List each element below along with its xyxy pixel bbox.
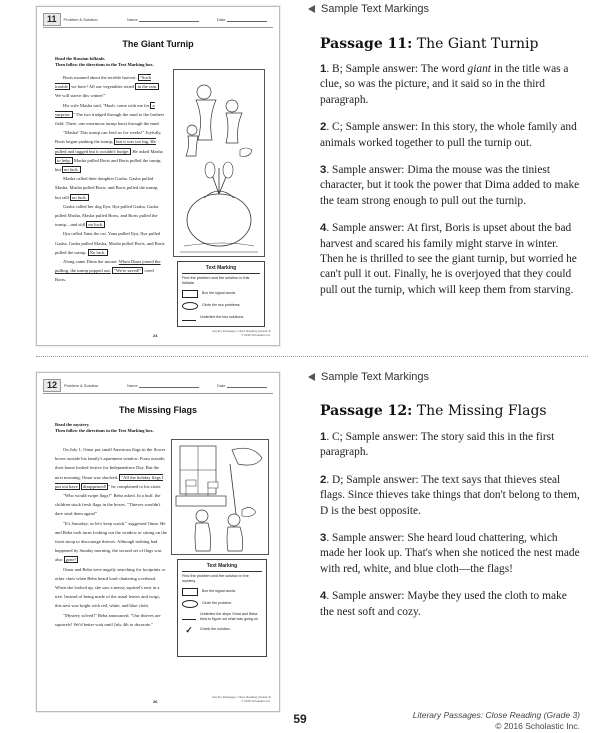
answer-number: 1 [320,431,327,443]
paragraph: "It's Saturday, so let's keep watch," suggested Omar. He and Beba took turns looking out the window or sitting on the front stoop to discourage thieves. Although nothing bad happened by Sunday morning, the second set of flags was also gone! [55,520,167,563]
boxed-signal-word: no luck. [64,167,79,173]
page-number: 59 [293,712,307,726]
name-label: Name [127,383,138,388]
answer-item: 4. Sample answer: Maybe they used the cloth to make the nest soft and cozy. [320,590,567,618]
date-line [217,383,267,388]
instructions [55,56,154,68]
underline-symbol-icon [182,613,196,620]
section-header [308,371,429,383]
instruction-line: Then follow the directions in the Text Marking box. [55,428,154,433]
text-marking-row [182,588,262,596]
name-label: Name [127,17,138,22]
worksheet-page-number: 24 [153,333,158,338]
worksheet-page-number: 26 [153,699,158,704]
footer-line: Literary Passages: Close Reading (Grade 3) [211,329,271,333]
footer-line: © 2016 Scholastic Inc. [241,333,271,337]
worksheet-header [43,13,98,26]
answer-item: 3. Sample answer: Dima the mouse was the tiniest character, but it took the power that Dima added to make the team strong enough to pull out the turnip. [320,164,580,207]
footer-line: Literary Passages: Close Reading (Grade 3) [211,695,271,699]
checkmark-symbol-icon: ✓ [185,624,193,635]
instruction-line: Read the Russian folktale. [55,56,106,61]
passage-heading [320,403,547,419]
section-header [308,3,429,15]
text-marking-directions: Find the problem and the solution in this folktale. [182,275,250,285]
paragraph: Masha called their daughter Gasha. Gasha pulled Masha, Masha pulled Boris, and Boris pulled the turnip, but still no luck. [55,176,159,200]
turnip-illustration [173,69,265,257]
passage-label: Passage 11: [320,36,413,52]
passage-number: 11 [43,13,61,26]
boxed-signal-word: no luck. [88,222,104,228]
worksheet-thumbnail-12 [36,372,280,712]
triangle-pointer-icon [308,373,315,381]
box-symbol-icon [182,290,198,298]
answer-number: 2 [320,121,327,134]
paragraph: Along came Dima the mouse. When Dima joined the pulling, the turnip popped out. "We're saved!" cried Boris. [55,259,161,283]
answer-item: 3. Sample answer: She heard loud chattering, which made her look up. That's when she noticed the nest made with red, white, and blue cloth—the flags! [320,532,580,575]
answer-item: 1. C; Sample answer: The story said this in the first paragraph. [320,431,555,459]
text-marking-row [182,626,262,634]
worksheet-thumbnail-11 [36,6,280,346]
page-credit [413,710,580,732]
text-marking-row [182,290,260,298]
emphasized-word: giant [467,63,491,75]
answer-list [320,430,582,632]
passage-title: The Missing Flags [416,403,547,419]
paragraph: "Who would swipe flags?" Beba asked. In a huff, the children stuck fresh flags in the boxes. "Thieves wouldn't dare steal them again!" [55,493,161,517]
boxed-signal-word: gone! [65,557,77,563]
worksheet-title: The Missing Flags [118,405,197,415]
text-marking-box [177,261,265,327]
text-marking-label: Box the signal words. [202,291,237,296]
paragraph: "Masha! This turnip can feed us for weeks!" Joyfully, Boris began yanking the turnip, but it was too big. He pulled and tugged but it wouldn't budge. He asked Masha to help. Masha pulled Boris and Boris pulled the turnip, but no luck. [55,130,163,173]
text-marking-label: Check the solution. [200,627,231,632]
boxed-signal-word: no luck. [72,194,87,200]
text-marking-box [177,559,267,657]
instructions [55,422,154,434]
paragraph: Gasha called her dog Ilya. Ilya pulled Gasha, Gasha pulled Masha, Masha pulled Boris, and Boris pulled the turnip—and still no luck. [55,203,159,228]
section-header-label: Sample Text Markings [321,371,430,383]
paragraph: Boris moaned about the terrible harvest. "Such trouble we have! All our vegetables rotted in the rain. We will starve this winter!" [55,75,158,99]
paragraph: Ilya called Yana the cat. Yana pulled Ilya, Ilya pulled Gasha, Gasha pulled Masha, Masha pulled Boris, and Boris pulled the turnip. No luck. [55,231,165,255]
genre-tag: Problem & Solution [64,383,99,388]
section-header-label: Sample Text Markings [321,3,430,15]
turnip-pulling-drawing [174,70,264,256]
answer-item: 2. D; Sample answer: The text says that thieves steal flags. Since thieves take things that don't belong to them, D is the best opposite. [320,473,580,517]
text-marking-row [182,302,260,310]
boxed-signal-word: to help. [57,157,71,163]
paragraph: His wife Masha said, "Hush, come with me for a surprise. " The two trudged through the mud to the farthest field. There, one enormous turnip burst through the mud. [55,102,164,127]
worksheet-title: The Giant Turnip [122,39,194,49]
text-marking-label: Box the signal words. [202,589,237,594]
paragraph: On July 1, Omar put small American flags in the flower boxes outside his family's apartment window. From outside, their home looked festive for Independence Day. But the next morning, Omar was shocked. "All the holiday flags I put out have disappeared! " he complained to his sister. [55,447,166,489]
paragraph: "Mystery solved!" Beba announced. "Our thieves are squirrels! We'd better wait until July 4th to decorate." [55,612,161,627]
name-line [127,17,199,22]
text-marking-row [182,612,262,622]
answer-number: 3 [320,164,327,177]
boxed-signal-word: but it was too big. He pulled and tugged but it wouldn't budge. [55,139,156,154]
boxed-signal-word: "All the holiday flags I put out have [55,474,164,489]
name-line [127,383,199,388]
date-line [217,17,267,22]
boxed-signal-word: disappeared! [82,483,107,489]
answer-number: 2 [320,473,327,486]
credit-copyright: © 2016 Scholastic Inc. [495,721,580,731]
credit-title: Literary Passages: Close Reading (Grade 3) [412,710,580,720]
boxed-signal-word: "Such trouble [55,75,151,90]
underlined-solution: When Dima joined the pulling, the turnip popped out. [55,259,161,274]
window-flags-drawing [172,440,268,554]
text-marking-label: Underline the steps Omar and Beba tried to figure out what was going on. [200,611,259,621]
worksheet-footer [212,695,271,703]
answer-item: 2. C; Sample answer: In this story, the whole family and animals worked together to pull the turnip out. [320,121,577,149]
text-marking-title: Text Marking [206,563,238,569]
box-symbol-icon [182,588,198,596]
footer-line: © 2016 Scholastic Inc. [241,699,271,703]
text-marking-label: Circle the two problems. [202,303,241,308]
answer-item: 1. B; Sample answer: The word giant in the title was a clue, so was the picture, and it said so in the third paragraph. [320,63,569,106]
answer-list [320,62,582,310]
instruction-line: Then follow the directions in the Text Marking box. [55,62,154,67]
passage-heading [320,36,538,52]
answer-number: 4 [320,590,327,603]
worksheet-footer [212,329,271,337]
passage-label: Passage 12: [320,403,413,419]
text-marking-directions: Find the problem and the solution in the mystery. [182,573,249,583]
worksheet-header [43,379,98,392]
boxed-signal-word: in the rain. [137,84,158,90]
boxed-signal-word: "We're saved!" [114,268,142,274]
genre-tag: Problem & Solution [63,17,98,22]
section-divider [36,356,588,357]
boxed-signal-word: a surprise. [55,102,155,117]
circle-symbol-icon [182,302,198,310]
text-marking-row [182,600,262,608]
answer-number: 3 [320,532,327,545]
date-label: Date [217,383,226,388]
text-marking-row [182,314,260,321]
answer-item: 4. Sample answer: At first, Boris is upset about the bad harvest and scared his family might starve in winter. Then he is thrilled to see the giant turnip, but worried he can't pull it out. Finally, he is overjoyed that they could pull out the turnip, which will keep them from starving. [320,222,577,296]
passage-text [55,73,165,285]
text-marking-label: Underline the two solutions. [200,314,245,319]
text-marking-label: Circle the problem. [202,601,233,606]
instruction-line: Read the mystery. [55,422,90,427]
passage-text [55,445,167,629]
date-label: Date [217,17,226,22]
squirrel-flags-illustration [171,439,269,555]
underline-symbol-icon [182,314,196,321]
answer-number: 1 [320,63,327,75]
passage-number: 12 [43,379,61,392]
text-marking-title: Text Marking [205,265,237,271]
boxed-signal-word: No luck. [89,249,106,255]
answer-number: 4 [320,222,327,235]
paragraph: Omar and Beba were angrily searching for footprints or other clues when Beba heard loud chattering overhead. When she looked up, she saw a messy squirrel's nest in a tree. Instead of being made of the usual leaves and twigs, this nest was bright with red, white, and blue cloth. [55,566,166,609]
circle-symbol-icon [182,600,198,608]
passage-title: The Giant Turnip [416,36,539,52]
triangle-pointer-icon [308,5,315,13]
